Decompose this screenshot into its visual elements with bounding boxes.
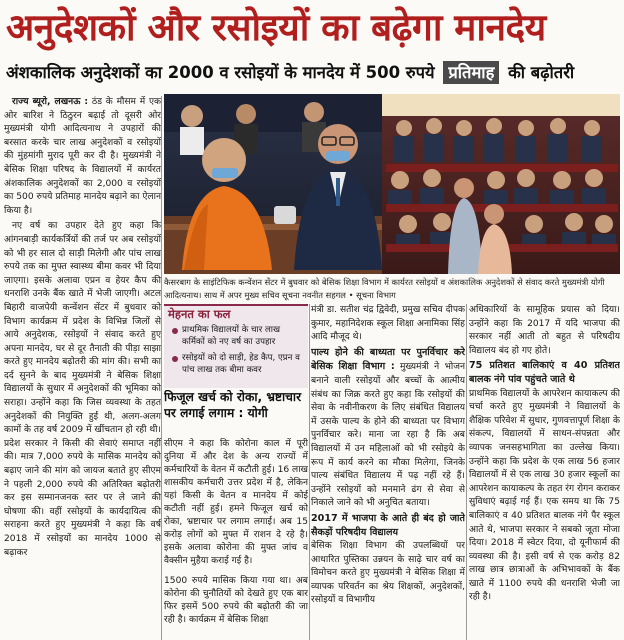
subhead-boxed-word: प्रतिमाह (443, 61, 499, 84)
highlight-box (164, 304, 308, 388)
subheadline (6, 56, 618, 90)
article-paragraph: प्राथमिक विद्यालयों के आपरेशन कायाकल्प की चर्चा करते हुए मुख्यमंत्री ने विद्यालयों के शैक्षिक परिवेश में सुधार, गुणवत्तापूर्ण शिक्षा के संकल्प, विद्यालयों में साधन-संपन्नता और व्यापक जनसहभागिता का उल्लेख किया। उन्होंने कहा कि प्रदेश के एक लाख 56 हजार विद्यालयों में से एक लाख 30 हजार स्कूलों का आपरेशन कायाकल्प के तहत रंग रोगन कराकर सुविधाएं बढ़ाई गई हैं। एक समय था कि 75 बालिकाएं व 40 प्रतिशत बालक नंगे पैर स्कूल आते थे, भाजपा सरकार ने सबको जूता मोजा दिया। 2018 में स्वेटर दिया, दो यूनीफार्म की व्यवस्था की है। इसी वर्ष से एक करोड़ 82 लाख छात्र छात्राओं के अभिभावकों के बैंक खाते में 1100 रुपये की धनराशि भेजी जा रही है। (469, 388, 620, 603)
article-paragraph: नए वर्ष का उपहार देते हुए कहा कि आंगनबाड़ी कार्यकर्त्रियों की तर्ज पर अब रसोइयों को भी हर साल दो साड़ी मिलेगी और पांच लाख रुपये तक का मुफ्त स्वास्थ्य बीमा कवर भी दिया जाएगा। इसके अलावा एप्रन व हेयर कैप की धनराशि उनके बैंक खाते में भेजी जाएगी। अटल बिहारी वाजपेयी कन्वेंशन सेंटर में बुधवार को विभाग कार्यक्रम में प्रदेश के विभिन्न जिलों से आये अनुदेशक, रसोइयों ने संवाद करते हुए अपना मानदेय, घर से दूर तैनाती की पीड़ा साझा करते हुए मानदेय बढ़ोतरी की मांग की। सभी का दर्द सुनने के बाद मुख्यमंत्री ने बेसिक शिक्षा विद्यालयों के सुधार में अनुदेशकों की भूमिका को सराहा। उन्होंने कहा कि जिस व्यवस्था के तहत अनुदेशकों की नियुक्ति हुई थी, अलग-अलग कामों के तह वर्ष 2009 में खींचतान हो रही थी। प्रदेश सरकार ने किसी की सेवाएं समाप्त नहीं की। मात्र 7,000 रुपये के मासिक मानदेय को बढ़ाए जाने की मांग को जायज बताते हुए सीएम ने पहली 2,000 रुपये की अतिरिक्त बढ़ोतरी कर इस सम्मानजनक स्तर पर ले जाने की घोषणा की। वहीं रसोइयों के कार्यदायित्व की सराहना करते हुए मुख्यमंत्री ने कहा कि वर्ष 2018 में रसोइयों का मानदेय 1000 से बढ़ाकर (4, 221, 161, 558)
article-column-2 (164, 438, 308, 569)
subhead-text-after: की बढ़ोतरी (508, 63, 575, 82)
highlight-item: प्राथमिक विद्यालयों के चार लाख कर्मिकों को नए वर्ष का उपहार (172, 324, 304, 348)
article-column-4 (469, 304, 620, 640)
article-paragraph: सीएम ने कहा कि कोरोना काल में पूरी दुनिया में और देश के अन्य राज्यों में कर्मचारियों के वेतन में कटौती हुई। 16 लाख शासकीय कर्मचारी उत्तर प्रदेश में है, लेकिन यहां किसी के वेतन व मानदेय में कोई कटौती नहीं हुई। हमने फिजूल खर्च को रोका, भ्रष्टाचार पर लगाम लगाई। अब 15 करोड़ लोगों को मुफ्त में राशन दे रहे है। इसके अलावा कोरोना की मुफ्त जांच व वैक्सीन मुहैया कराई गई है। (164, 439, 308, 566)
highlight-list (164, 324, 308, 376)
article-paragraph: 1500 रुपये मासिक किया गया था। अब कोरोना की चुनौतियों को देखते हुए एक बार फिर इसमें 500 रुपये की बढ़ोतरी की जा रही है। कार्यक्रम में बेसिक शिक्षा (164, 576, 308, 625)
article-paragraph: अधिकारियों के सामूहिक प्रयास को दिया। उन्होंने कहा कि 2017 में यदि भाजपा की सरकार नहीं आती तो बहुत से परिषदीय विद्यालय बंद हो गए होते। (469, 305, 620, 356)
column-divider (309, 304, 310, 640)
photo-cm-stage-icon (164, 94, 382, 274)
column-divider (161, 96, 162, 640)
subheading: पाल्य होने की बाध्यता पर पुनर्विचार करे बेसिक शिक्षा विभाग : (311, 346, 465, 373)
subhead-text-before: अंशकालिक अनुदेशकों का 2000 व रसोइयों के मानदेय में 500 रुपये (6, 63, 435, 82)
photo-illustration (164, 94, 620, 274)
highlight-item: रसोइयों को दो साड़ी, हेड कैप, एप्रन व पांच लाख तक बीमा कवर (172, 352, 304, 376)
article-paragraph: बेसिक शिक्षा विभाग की उपलब्धियों पर आधारित पुस्तिका उन्नयन के साढ़े चार वर्ष का विमोचन करते हुए मुख्यमंत्री ने बेसिक शिक्षा में व्यापक परिवर्तन का श्रेय शिक्षकों, अनुदेशकों, रसोइयों व विभागीय (311, 541, 465, 606)
article-column-1 (4, 96, 161, 640)
article-lead-paragraph (4, 96, 161, 218)
dateline: राज्य ब्यूरो, लखनऊ : (12, 97, 89, 107)
section-heading-cm-quote: फिजूल खर्च को रोका, भ्रष्टाचार पर लगाई लगाम : योगी (164, 390, 302, 420)
article-column-3 (311, 304, 465, 640)
lead-text: ठंड के मौसम में एक ओर बारिश ने ठिठुरन बढ़ाई तो दूसरी ओर मुख्यमंत्री योगी आदित्यनाथ ने उपहारों की बरसात करके चार लाख अनुदेशकों व रसोइयों की मुंहमांगी मुराद पूरी कर दी है। मुख्यमंत्री ने बेसिक शिक्षा परिषद के विद्यालयों में कार्यरत अंशकालिक अनुदेशकों का 2,000 व रसोइयों का 500 रुपये प्रतिमाह मानदेय बढ़ाने का ऐलान किया है। (4, 97, 161, 216)
headline: अनुदेशकों और रसोइयों का बढ़ेगा मानदेय (6, 6, 546, 49)
photo-audience-icon (382, 94, 620, 274)
news-photo (164, 94, 620, 274)
paragraph-text: मुख्यमंत्री ने भोजन बनाने वाली रसोइयों और बच्चों के आत्मीय संबंध का जिक्र करते हुए कहा कि रसोइयों की सेवा के नवीनीकरण के लिए संबंधित विद्यालय में उसके पाल्य के होने की बाध्यता पर विभाग पुनर्विचार करे। माना जा रहा है कि अब विद्यालयों में उन महिलाओं को भी रसोइये के रूप में कार्य करने का मौका मिलेगा, जिनके पाल्य संबंधित विद्यालय में पढ़ नहीं रहे हैं। उन्होंने रसोइयों को मनमाने ढंग से सेवा से निकाले जाने को भी अनुचित बताया। (311, 362, 465, 509)
article-paragraph: मंत्री डा. सतीश चंद्र द्विवेदी, प्रमुख सचिव दीपक कुमार, महानिदेशक स्कूल शिक्षा अनामिका सिंह आदि मौजूद थे। (311, 305, 465, 343)
column-divider (466, 304, 467, 640)
article-column-2-continued (164, 575, 308, 640)
article-paragraph (311, 346, 465, 511)
photo-caption: कैसरबाग के साइंटिफिक कन्वेंशन सेंटर में बुधवार को बेसिक शिक्षा विभाग में कार्यरत रसोइयों व अंशकालिक अनुदेशकों से संवाद करते मुख्यमंत्री योगी आदित्यनाथ। साथ में अपर मुख्य सचिव सूचना नवनीत सहगल • सूचना विभाग (164, 277, 605, 300)
subheading: 2017 में भाजपा के आते ही बंद हो जाते सैकड़ों परिषदीय विद्यालय (311, 512, 465, 538)
subheading: 75 प्रतिशत बालिकाएं व 40 प्रतिशत बालक नंगे पांव पहुंचते जाते थे (469, 360, 620, 385)
highlight-box-title: मेहनत का फल (168, 307, 231, 321)
